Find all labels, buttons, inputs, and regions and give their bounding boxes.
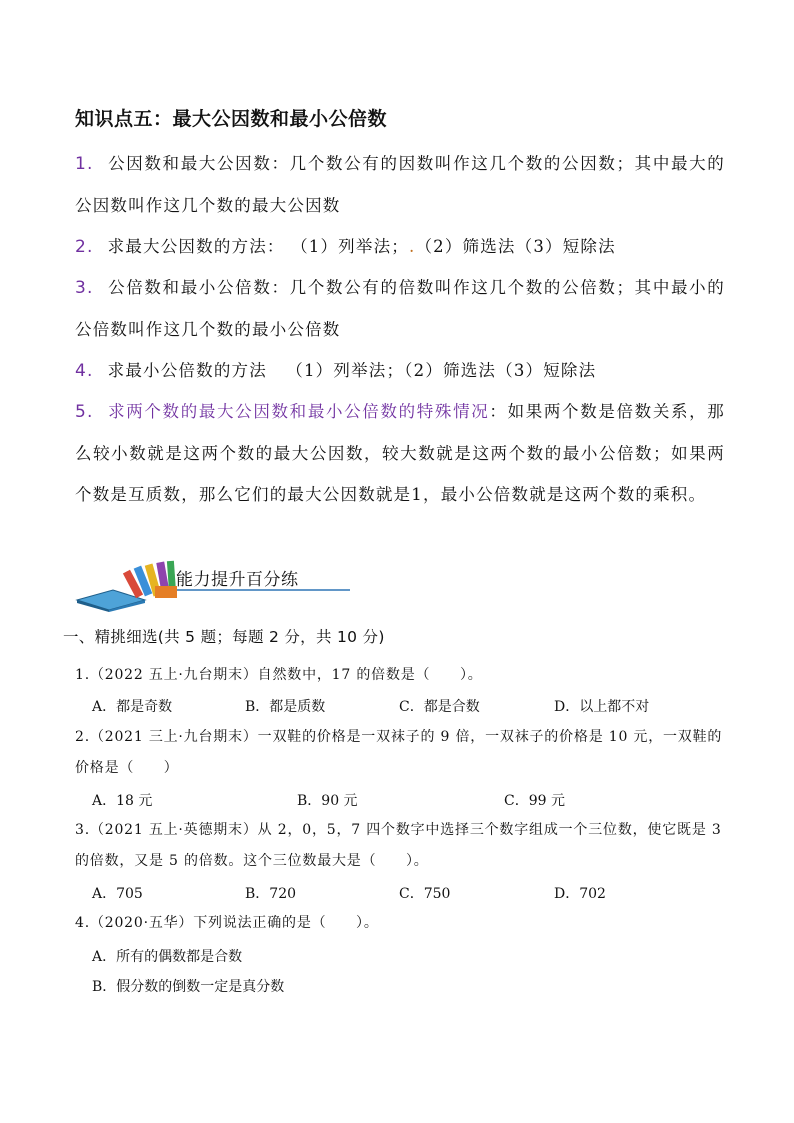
question-3-stem: 3.（2021 五上·英德期末）从 2，0，5，7 四个数字中选择三个数字组成一个三位数，使它既是 3 的倍数，又是 5 的倍数。这个三位数最大是（ ）。 (75, 822, 722, 869)
option-c: C．99 元 (504, 793, 565, 809)
point-lead: 求最大公因数的方法： (107, 237, 285, 256)
option-b: B．都是质数 (245, 699, 326, 715)
point-text: （1）列举法；（2）筛选法（3）短除法 (286, 361, 597, 380)
knowledge-title: 知识点五：最大公因数和最小公倍数 (75, 108, 388, 130)
knowledge-point-4 (75, 350, 725, 392)
point-lead: 求两个数的最大公因数和最小公倍数的特殊情况 (107, 402, 490, 421)
option-a: A．705 (92, 886, 143, 902)
option-a: A．所有的偶数都是合数 (92, 949, 243, 965)
point-number: 5. (75, 402, 94, 422)
point-lead: 公倍数和最小公倍数： (107, 278, 290, 297)
option-c: C．都是合数 (399, 699, 480, 715)
point-number: 2. (75, 237, 94, 257)
question-1-options (92, 696, 732, 720)
knowledge-point-2 (75, 226, 725, 268)
point-number: 4. (75, 361, 94, 381)
knowledge-point-1 (75, 143, 725, 226)
point-number: 1. (75, 154, 94, 174)
question-2-stem: 2.（2021 三上·九台期末）一双鞋的价格是一双袜子的 9 倍，一双袜子的价格是 10 元，一双鞋的价格是（ ） (75, 729, 723, 776)
banner-title: 能力提升百分练 (176, 570, 299, 590)
point-lead: 求最小公倍数的方法 (107, 361, 267, 380)
point-text: （1）列举法； (291, 237, 409, 256)
option-d: D．702 (554, 886, 606, 902)
knowledge-point-3 (75, 267, 725, 350)
question-1-stem: 1.（2022 五上·九台期末）自然数中，17 的倍数是（ ）。 (75, 667, 483, 683)
knowledge-point-5 (75, 391, 725, 515)
point-dot: . (408, 237, 416, 256)
question-3-options (92, 883, 732, 907)
point-text: ：如果两个数是倍数关系，那么较小数就是这两个数的最大公因数，较大数就是这两个数的最小公倍数；如果两个数是互质数，那么它们的最大公因数就是1，最小公倍数就是这两个数的乘积。 (75, 402, 725, 504)
option-a: A．18 元 (92, 793, 153, 809)
point-text: （2）筛选法（3）短除法 (415, 237, 616, 256)
option-b: B．假分数的倒数一定是真分数 (92, 979, 285, 995)
option-b: B．720 (245, 886, 297, 902)
section-title: 一、精挑细选(共 5 题；每题 2 分，共 10 分) (63, 628, 385, 646)
question-4-stem: 4.（2020·五华）下列说法正确的是（ ）。 (75, 915, 379, 931)
point-text: 几个数公有的因数叫作这几个数的公因数；其中最大的公因数叫作这几个数的最大公因数 (75, 154, 725, 215)
option-d: D．以上都不对 (554, 699, 650, 715)
option-b: B．90 元 (297, 793, 358, 809)
point-lead: 公因数和最大公因数： (107, 154, 290, 173)
question-2-options (92, 790, 732, 814)
option-a: A．都是奇数 (92, 699, 173, 715)
point-text: 几个数公有的倍数叫作这几个数的公倍数；其中最小的公倍数叫作这几个数的最小公倍数 (75, 278, 725, 339)
option-c: C．750 (399, 886, 451, 902)
point-number: 3. (75, 278, 94, 298)
